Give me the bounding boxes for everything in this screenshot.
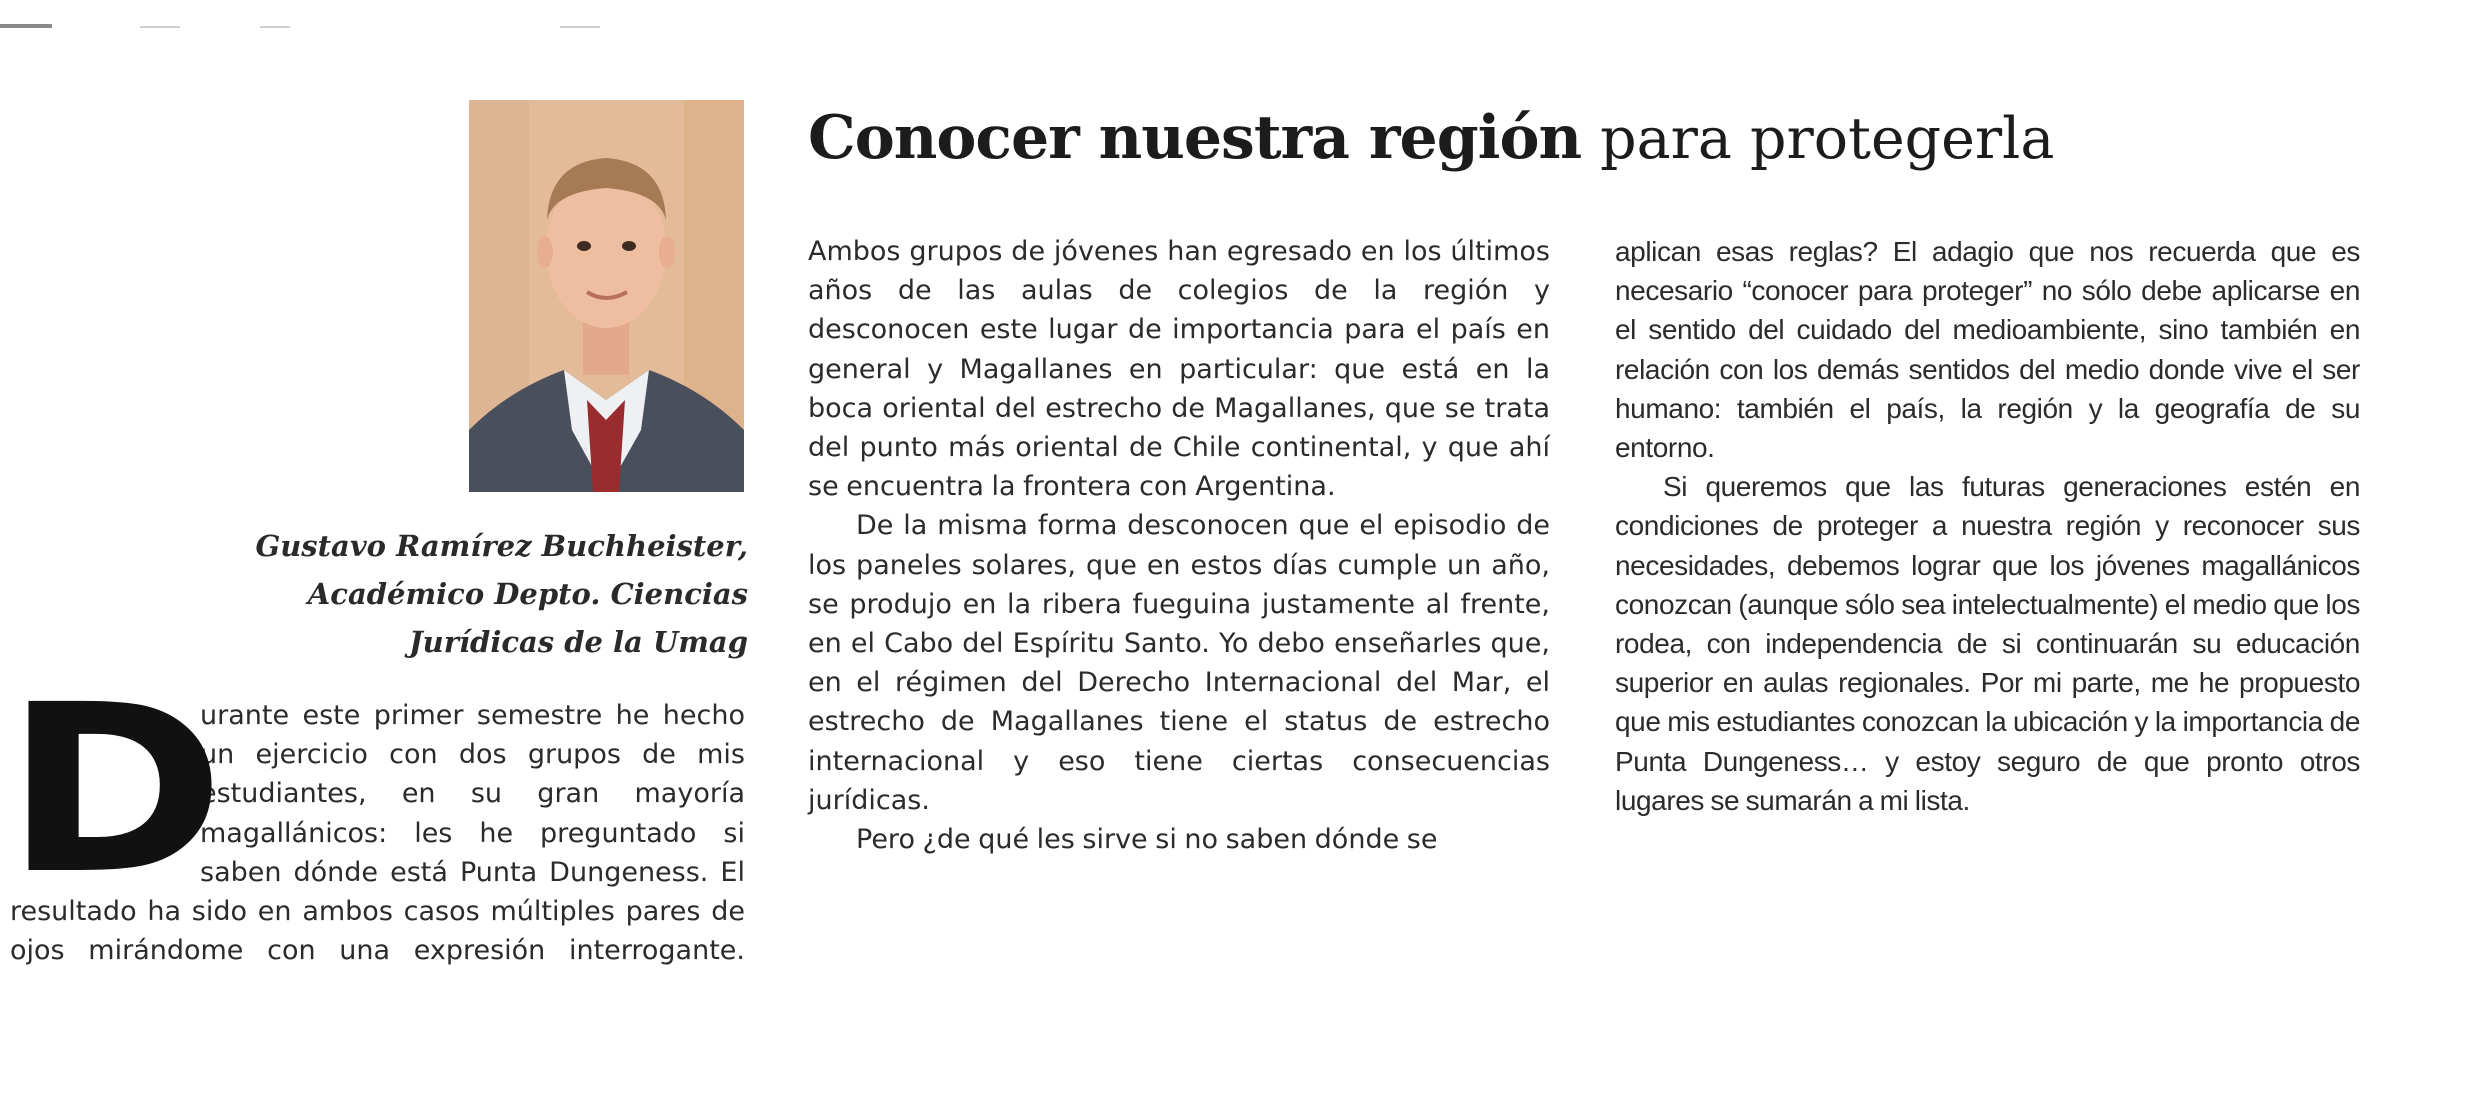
headline-bold: Conocer nuestra región <box>808 103 1582 173</box>
drop-cap: D <box>4 655 226 925</box>
paragraph-text: urante este primer semestre he hecho un ejercicio con dos grupos de mis estudiantes, en su gran mayoría magallánicos: les he preguntado si saben dónde está Punta Dungeness. El resultado ha sido en ambos casos múltiples pares de ojos mirándome con una expresión interrogante. <box>10 700 745 967</box>
paragraph: aplican esas reglas? El adagio que nos recuerda que es necesario “conocer para proteger” no sólo debe aplicarse en el sentido del cuidado del medioambiente, sino también en relación con los demás sentidos del medio donde vive el ser humano: también el país, la región y la geografía de su entorno. <box>1615 236 2360 464</box>
author-byline <box>200 522 748 666</box>
byline-line: Académico Depto. Ciencias <box>307 577 748 611</box>
author-portrait-illustration <box>469 100 744 492</box>
top-dash <box>560 26 600 28</box>
headline-light: para protegerla <box>1600 106 2055 172</box>
article-headline <box>808 100 2054 177</box>
top-rule <box>0 24 52 28</box>
top-dash <box>260 26 290 28</box>
byline-line: Gustavo Ramírez Buchheister, <box>255 529 748 563</box>
column-1 <box>4 655 745 970</box>
byline-line: Jurídicas de la Umag <box>408 625 748 659</box>
paragraph: Pero ¿de qué les sirve si no saben dónde se <box>856 824 1438 856</box>
top-dash <box>140 26 180 28</box>
column-2 <box>808 232 1550 859</box>
author-photo <box>469 100 744 492</box>
column-3 <box>1615 232 2360 820</box>
paragraph: Ambos grupos de jóvenes han egresado en los últimos años de las aulas de colegios de la región y desconocen este lugar de importancia para el país en general y Magallanes en particular: que está en la boca oriental del estrecho de Magallanes, que se trata del punto más oriental de Chile continental, y que ahí se encuentra la frontera con Argentina. <box>808 236 1550 503</box>
paragraph: De la misma forma desconocen que el episodio de los paneles solares, que en estos días cumple un año, se produjo en la ribera fueguina justamente al frente, en el Cabo del Espíritu Santo. Yo debo enseñarles que, en el régimen del Derecho Internacional del Mar, el estrecho de Magallanes tiene el status de estrecho internacional y eso tiene ciertas consecuencias jurídicas. <box>808 510 1550 816</box>
paragraph: Si queremos que las futuras generaciones estén en condiciones de proteger a nuestra región y reconocer sus necesidades, debemos lograr que los jóvenes magallánicos conozcan (aunque sólo sea intelectualmente) el medio que los rodea, con independencia de si continuarán su educación superior en aulas regionales. Por mi parte, me he propuesto que mis estudiantes conozcan la ubicación y la importancia de Punta Dungeness… y estoy seguro de que pronto otros lugares se sumarán a mi lista. <box>1615 471 2360 816</box>
paragraph <box>4 655 745 970</box>
